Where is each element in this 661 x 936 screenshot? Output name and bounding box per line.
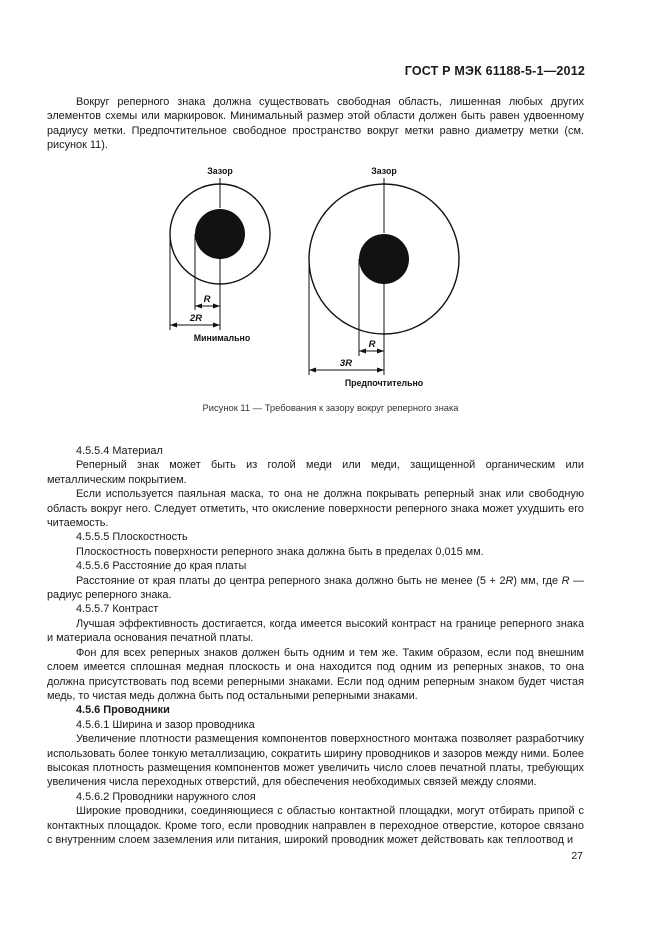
dim-label-pref-r: R bbox=[368, 339, 376, 350]
section-4555-title: 4.5.5.5 Плоскостность bbox=[76, 531, 188, 544]
diagram-minimum bbox=[170, 166, 270, 343]
standard-number: ГОСТ Р МЭК 61188-5-1—2012 bbox=[404, 64, 585, 78]
section-4562-paragraph: Широкие проводники, соединяющиеся с областью контактной площадки, могут отбирать припой с контактных площадок. Кроме того, если проводник направлен в переходное отверстие, которое связано с внутренним слоем заземления или питания, широкий проводник может действовать как теплоотвод и bbox=[47, 805, 584, 846]
body-section bbox=[47, 444, 584, 847]
section-4556-text-mid: ) мм, где bbox=[513, 574, 562, 587]
arrow-min-2r-left bbox=[170, 323, 177, 328]
arrow-pref-r-right bbox=[377, 349, 384, 354]
fiducial-mark-preferred bbox=[359, 234, 409, 284]
section-4557-title: 4.5.5.7 Контраст bbox=[76, 603, 159, 616]
arrow-min-r-right bbox=[213, 304, 220, 309]
section-4554-paragraph-1: Реперный знак может быть из голой меди или меди, защищенной органическим или металлическим покрытием. bbox=[47, 459, 584, 486]
dim-label-min-2r: 2R bbox=[189, 313, 203, 324]
clearance-circle-preferred bbox=[309, 184, 459, 334]
gap-label-min: Зазор bbox=[207, 166, 233, 176]
intro-section bbox=[47, 95, 584, 153]
arrow-min-2r-right bbox=[213, 323, 220, 328]
section-4561-title: 4.5.6.1 Ширина и зазор проводника bbox=[76, 718, 255, 731]
section-4556-text-end: — радиус реперного знака. bbox=[47, 574, 584, 602]
arrow-pref-3r-left bbox=[309, 368, 316, 373]
section-4557-paragraph-1: Лучшая эффективность достигается, когда имеется высокий контраст на границе реперного знака и материала основания печатной платы. bbox=[47, 617, 584, 645]
section-4555-paragraph: Плоскостность поверхности реперного знака должна быть в пределах 0,015 мм. bbox=[76, 545, 484, 558]
figure-caption: Рисунок 11 — Требования к зазору вокруг реперного знака bbox=[202, 402, 459, 413]
page-number: 27 bbox=[571, 850, 583, 862]
section-4554-paragraph-2: Если используется паяльная маска, то она не должна покрывать реперный знак или свободную область вокруг него. Следует отметить, что окисление поверхности реперного знака может ухудшить его читаемость. bbox=[47, 488, 584, 530]
fiducial-mark-min bbox=[195, 209, 245, 259]
section-4556-title: 4.5.5.6 Расстояние до края платы bbox=[76, 560, 247, 573]
arrow-pref-r-left bbox=[359, 349, 366, 354]
dim-label-pref-3r: 3R bbox=[339, 358, 353, 369]
section-456-title: 4.5.6 Проводники bbox=[76, 704, 170, 717]
intro-paragraph: Вокруг реперного знака должна существовать свободная область, лишенная любых других элементов схемы или маркировок. Минимальный размер этой области должен быть равен удвоенному радиусу метки. Предпочтительное свободное пространство вокруг метки равно диаметру метки (см. рисунок 11). bbox=[47, 96, 584, 152]
variable-r: R bbox=[505, 574, 514, 587]
section-4554-title: 4.5.5.4 Материал bbox=[76, 445, 163, 457]
section-4556-paragraph bbox=[47, 574, 584, 603]
caption-minimum: Минимально bbox=[193, 333, 251, 343]
variable-r-2: R bbox=[561, 574, 570, 587]
section-4557-paragraph-2: Фон для всех реперных знаков должен быть одним и тем же. Таким образом, если под внешним слоем имеется сплошная медная плоскость и она находится под одним из реперных знаков, то она должна присутствовать под всеми реперными знаками. Если под одним реперным знаком будет чистая медь, то чистая медь должна быть под остальными реперными знаками. bbox=[47, 646, 584, 702]
caption-preferred: Предпочтительно bbox=[344, 378, 424, 388]
arrow-min-r-left bbox=[195, 304, 202, 309]
arrow-pref-3r-right bbox=[377, 368, 384, 373]
dim-label-min-r: R bbox=[203, 294, 211, 305]
section-4561-paragraph: Увеличение плотности размещения компонентов поверхностного монтажа позволяет разработчику использовать более тонкую металлизацию, сократить ширину проводников и зазоров между ними. Более высокая плотность размещения компонентов может увеличить число слоев печатной платы, требующих увеличения числа переходных отверстий, для обеспечения необходимых связей между слоями. bbox=[47, 733, 584, 789]
diagram-preferred bbox=[309, 166, 459, 388]
gap-label-preferred: Зазор bbox=[371, 166, 397, 176]
section-4562-title: 4.5.6.2 Проводники наружного слоя bbox=[76, 790, 256, 803]
clearance-circle-min bbox=[170, 184, 270, 284]
section-4556-text-start: Расстояние от края платы до центра реперного знака должно быть не менее (5 + 2 bbox=[76, 574, 506, 587]
